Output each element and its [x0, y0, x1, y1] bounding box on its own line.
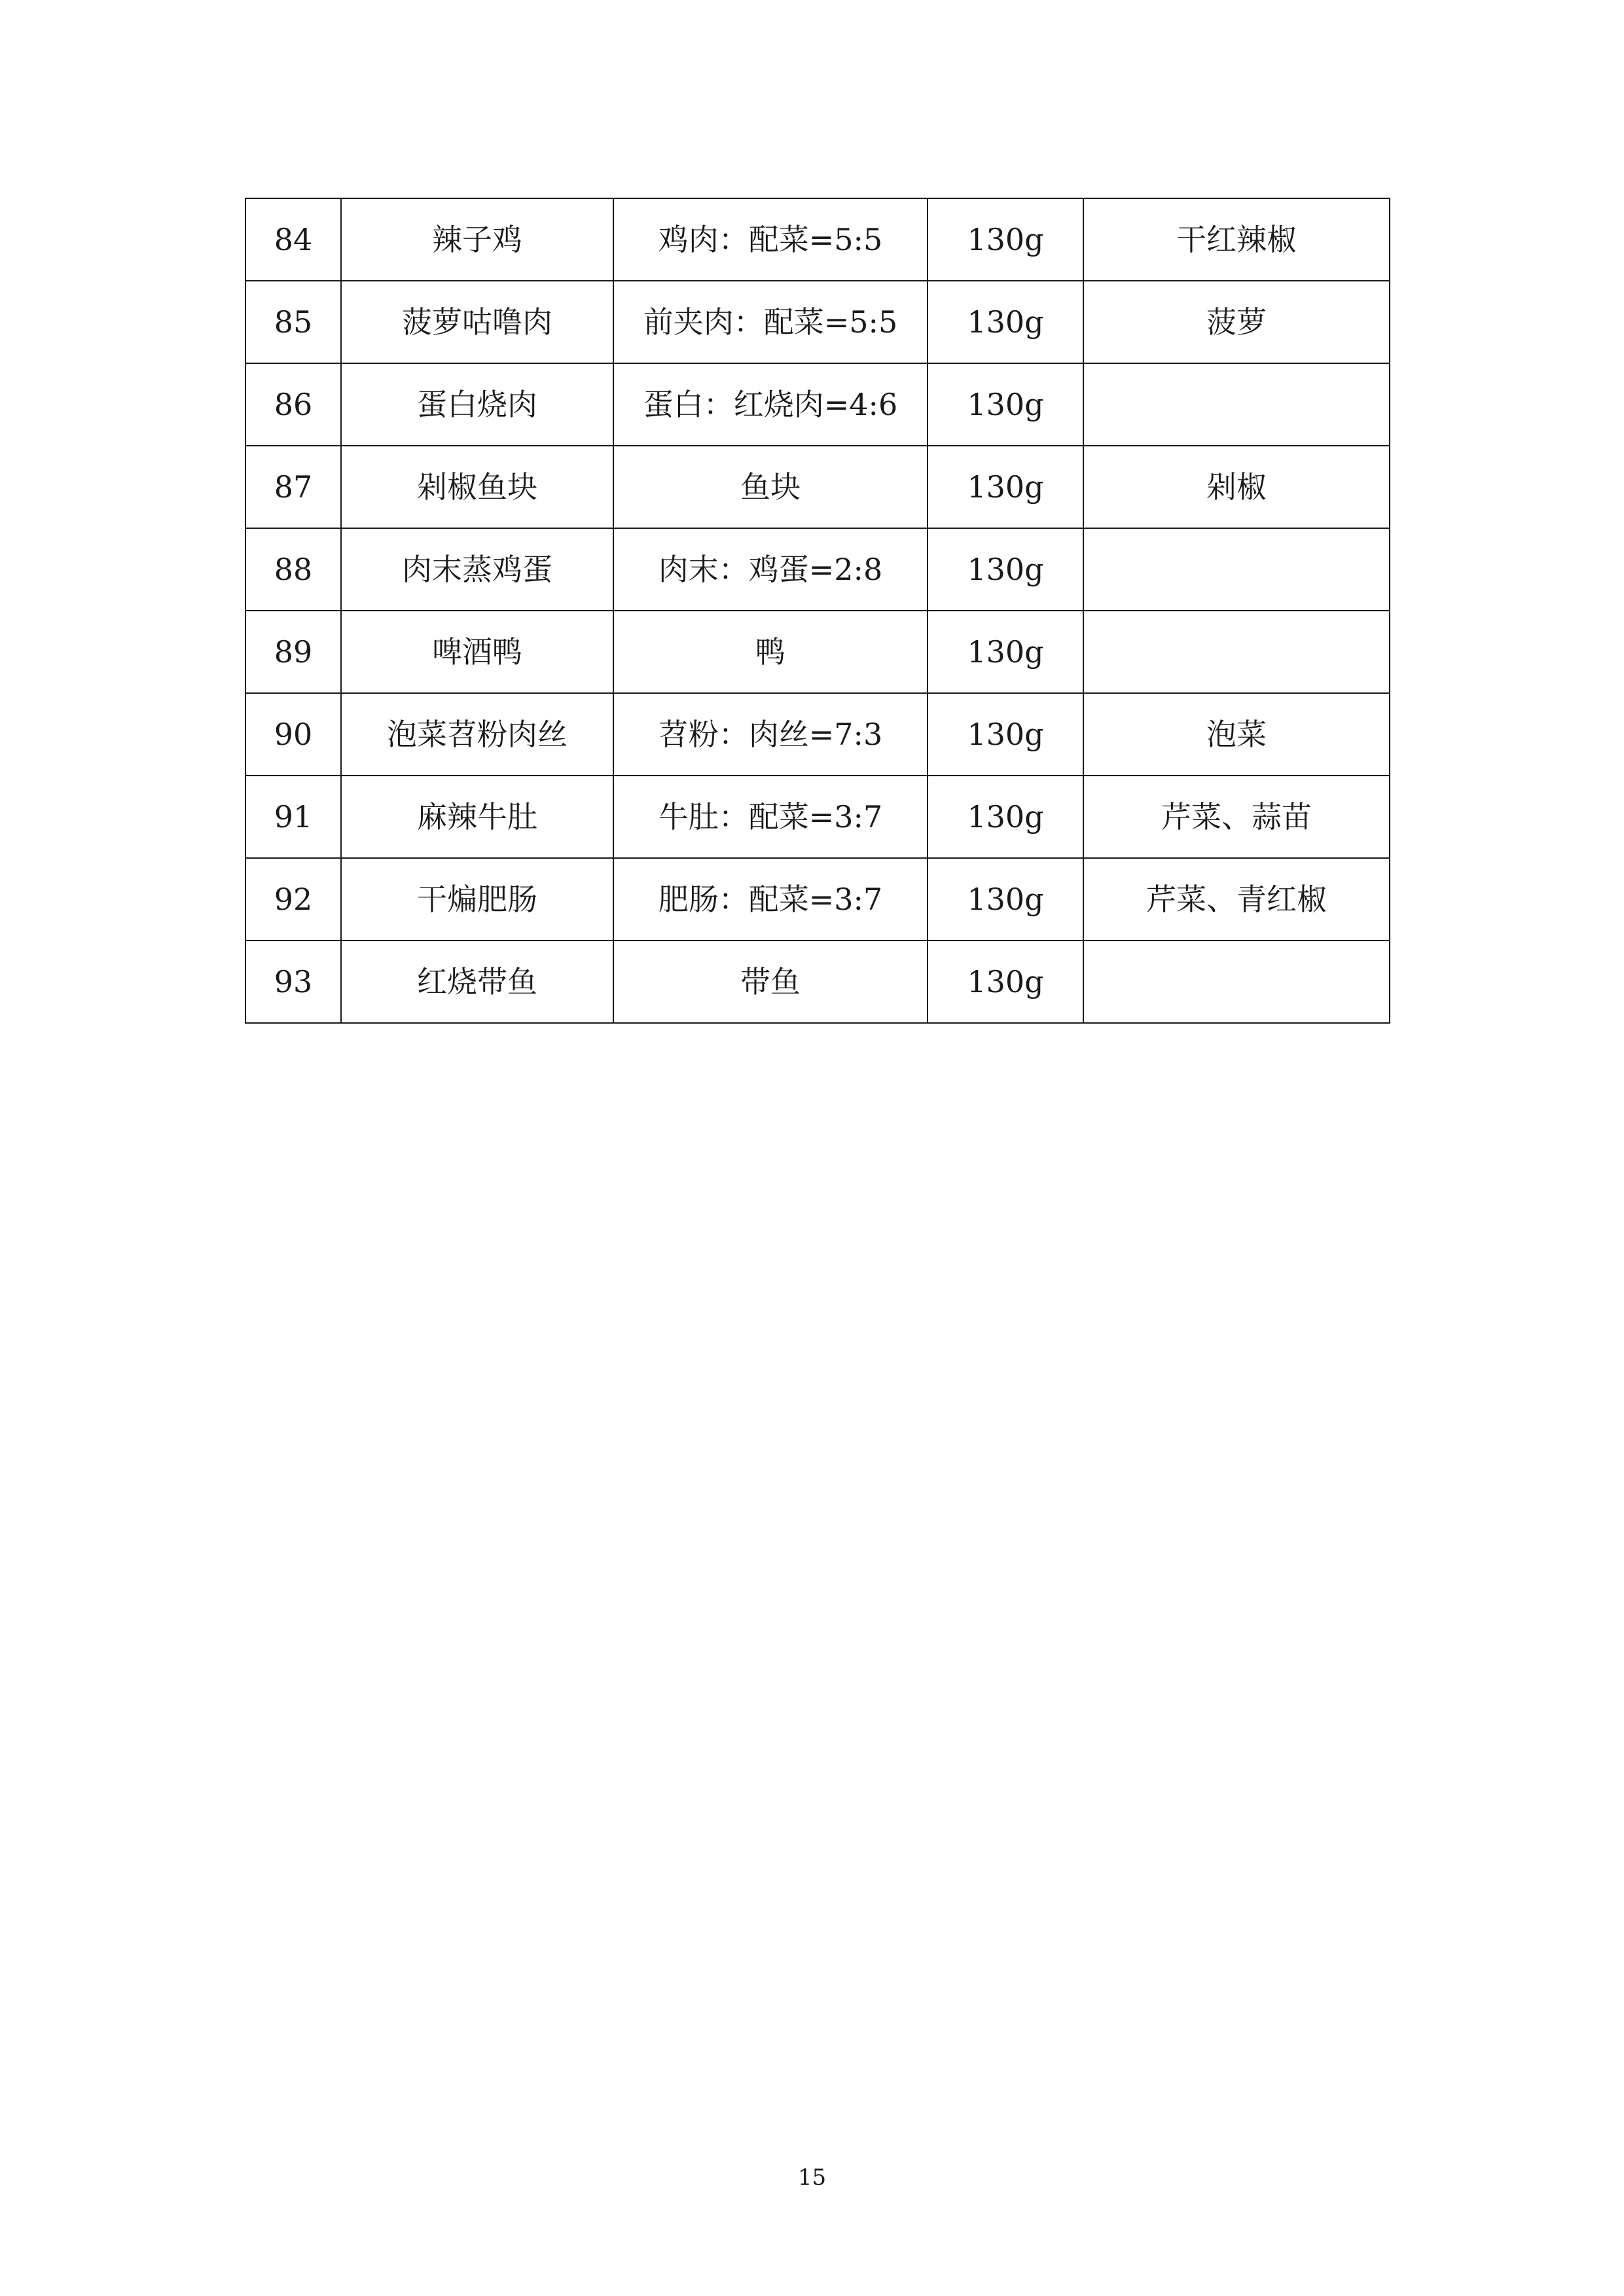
ingredient-ratio-cell: 带鱼: [613, 941, 928, 1023]
row-number-cell: 87: [245, 446, 341, 528]
ingredient-ratio-cell: 前夹肉：配菜=5:5: [613, 281, 928, 363]
table-row: [245, 363, 1390, 446]
ingredient-ratio-cell: 鱼块: [613, 446, 928, 528]
ingredient-ratio-cell: 苕粉：肉丝=7:3: [613, 693, 928, 776]
portion-weight-cell: 130g: [928, 693, 1083, 776]
portion-weight-cell: 130g: [928, 528, 1083, 611]
row-number-cell: 91: [245, 776, 341, 858]
row-number-cell: 84: [245, 198, 341, 281]
table-row: [245, 941, 1390, 1023]
table-row: [245, 858, 1390, 941]
side-ingredient-cell: 干红辣椒: [1083, 198, 1390, 281]
dish-name-cell: 菠萝咕噜肉: [341, 281, 613, 363]
side-ingredient-cell: 泡菜: [1083, 693, 1390, 776]
dish-name-cell: 肉末蒸鸡蛋: [341, 528, 613, 611]
side-ingredient-cell: [1083, 363, 1390, 446]
portion-weight-cell: 130g: [928, 611, 1083, 693]
dish-table: [245, 198, 1390, 1024]
dish-name-cell: 啤酒鸭: [341, 611, 613, 693]
ingredient-ratio-cell: 牛肚：配菜=3:7: [613, 776, 928, 858]
table-row: [245, 776, 1390, 858]
portion-weight-cell: 130g: [928, 363, 1083, 446]
dish-name-cell: 辣子鸡: [341, 198, 613, 281]
table-row: [245, 446, 1390, 528]
ingredient-ratio-cell: 鸭: [613, 611, 928, 693]
row-number-cell: 89: [245, 611, 341, 693]
table-row: [245, 281, 1390, 363]
side-ingredient-cell: [1083, 528, 1390, 611]
side-ingredient-cell: 菠萝: [1083, 281, 1390, 363]
side-ingredient-cell: [1083, 941, 1390, 1023]
portion-weight-cell: 130g: [928, 776, 1083, 858]
side-ingredient-cell: 芹菜、青红椒: [1083, 858, 1390, 941]
portion-weight-cell: 130g: [928, 941, 1083, 1023]
dish-name-cell: 红烧带鱼: [341, 941, 613, 1023]
dish-name-cell: 麻辣牛肚: [341, 776, 613, 858]
ingredient-ratio-cell: 肉末：鸡蛋=2:8: [613, 528, 928, 611]
dish-name-cell: 蛋白烧肉: [341, 363, 613, 446]
dish-name-cell: 干煸肥肠: [341, 858, 613, 941]
ingredient-ratio-cell: 肥肠：配菜=3:7: [613, 858, 928, 941]
ingredient-ratio-cell: 鸡肉：配菜=5:5: [613, 198, 928, 281]
side-ingredient-cell: 芹菜、蒜苗: [1083, 776, 1390, 858]
row-number-cell: 85: [245, 281, 341, 363]
dish-name-cell: 泡菜苕粉肉丝: [341, 693, 613, 776]
row-number-cell: 90: [245, 693, 341, 776]
ingredient-ratio-cell: 蛋白：红烧肉=4:6: [613, 363, 928, 446]
table-row: [245, 693, 1390, 776]
table-row: [245, 611, 1390, 693]
portion-weight-cell: 130g: [928, 281, 1083, 363]
portion-weight-cell: 130g: [928, 446, 1083, 528]
page-number: 15: [797, 2164, 827, 2191]
dish-table-body: [245, 198, 1390, 1023]
side-ingredient-cell: [1083, 611, 1390, 693]
dish-name-cell: 剁椒鱼块: [341, 446, 613, 528]
row-number-cell: 92: [245, 858, 341, 941]
row-number-cell: 88: [245, 528, 341, 611]
table-row: [245, 198, 1390, 281]
portion-weight-cell: 130g: [928, 858, 1083, 941]
row-number-cell: 86: [245, 363, 341, 446]
portion-weight-cell: 130g: [928, 198, 1083, 281]
row-number-cell: 93: [245, 941, 341, 1023]
side-ingredient-cell: 剁椒: [1083, 446, 1390, 528]
table-row: [245, 528, 1390, 611]
